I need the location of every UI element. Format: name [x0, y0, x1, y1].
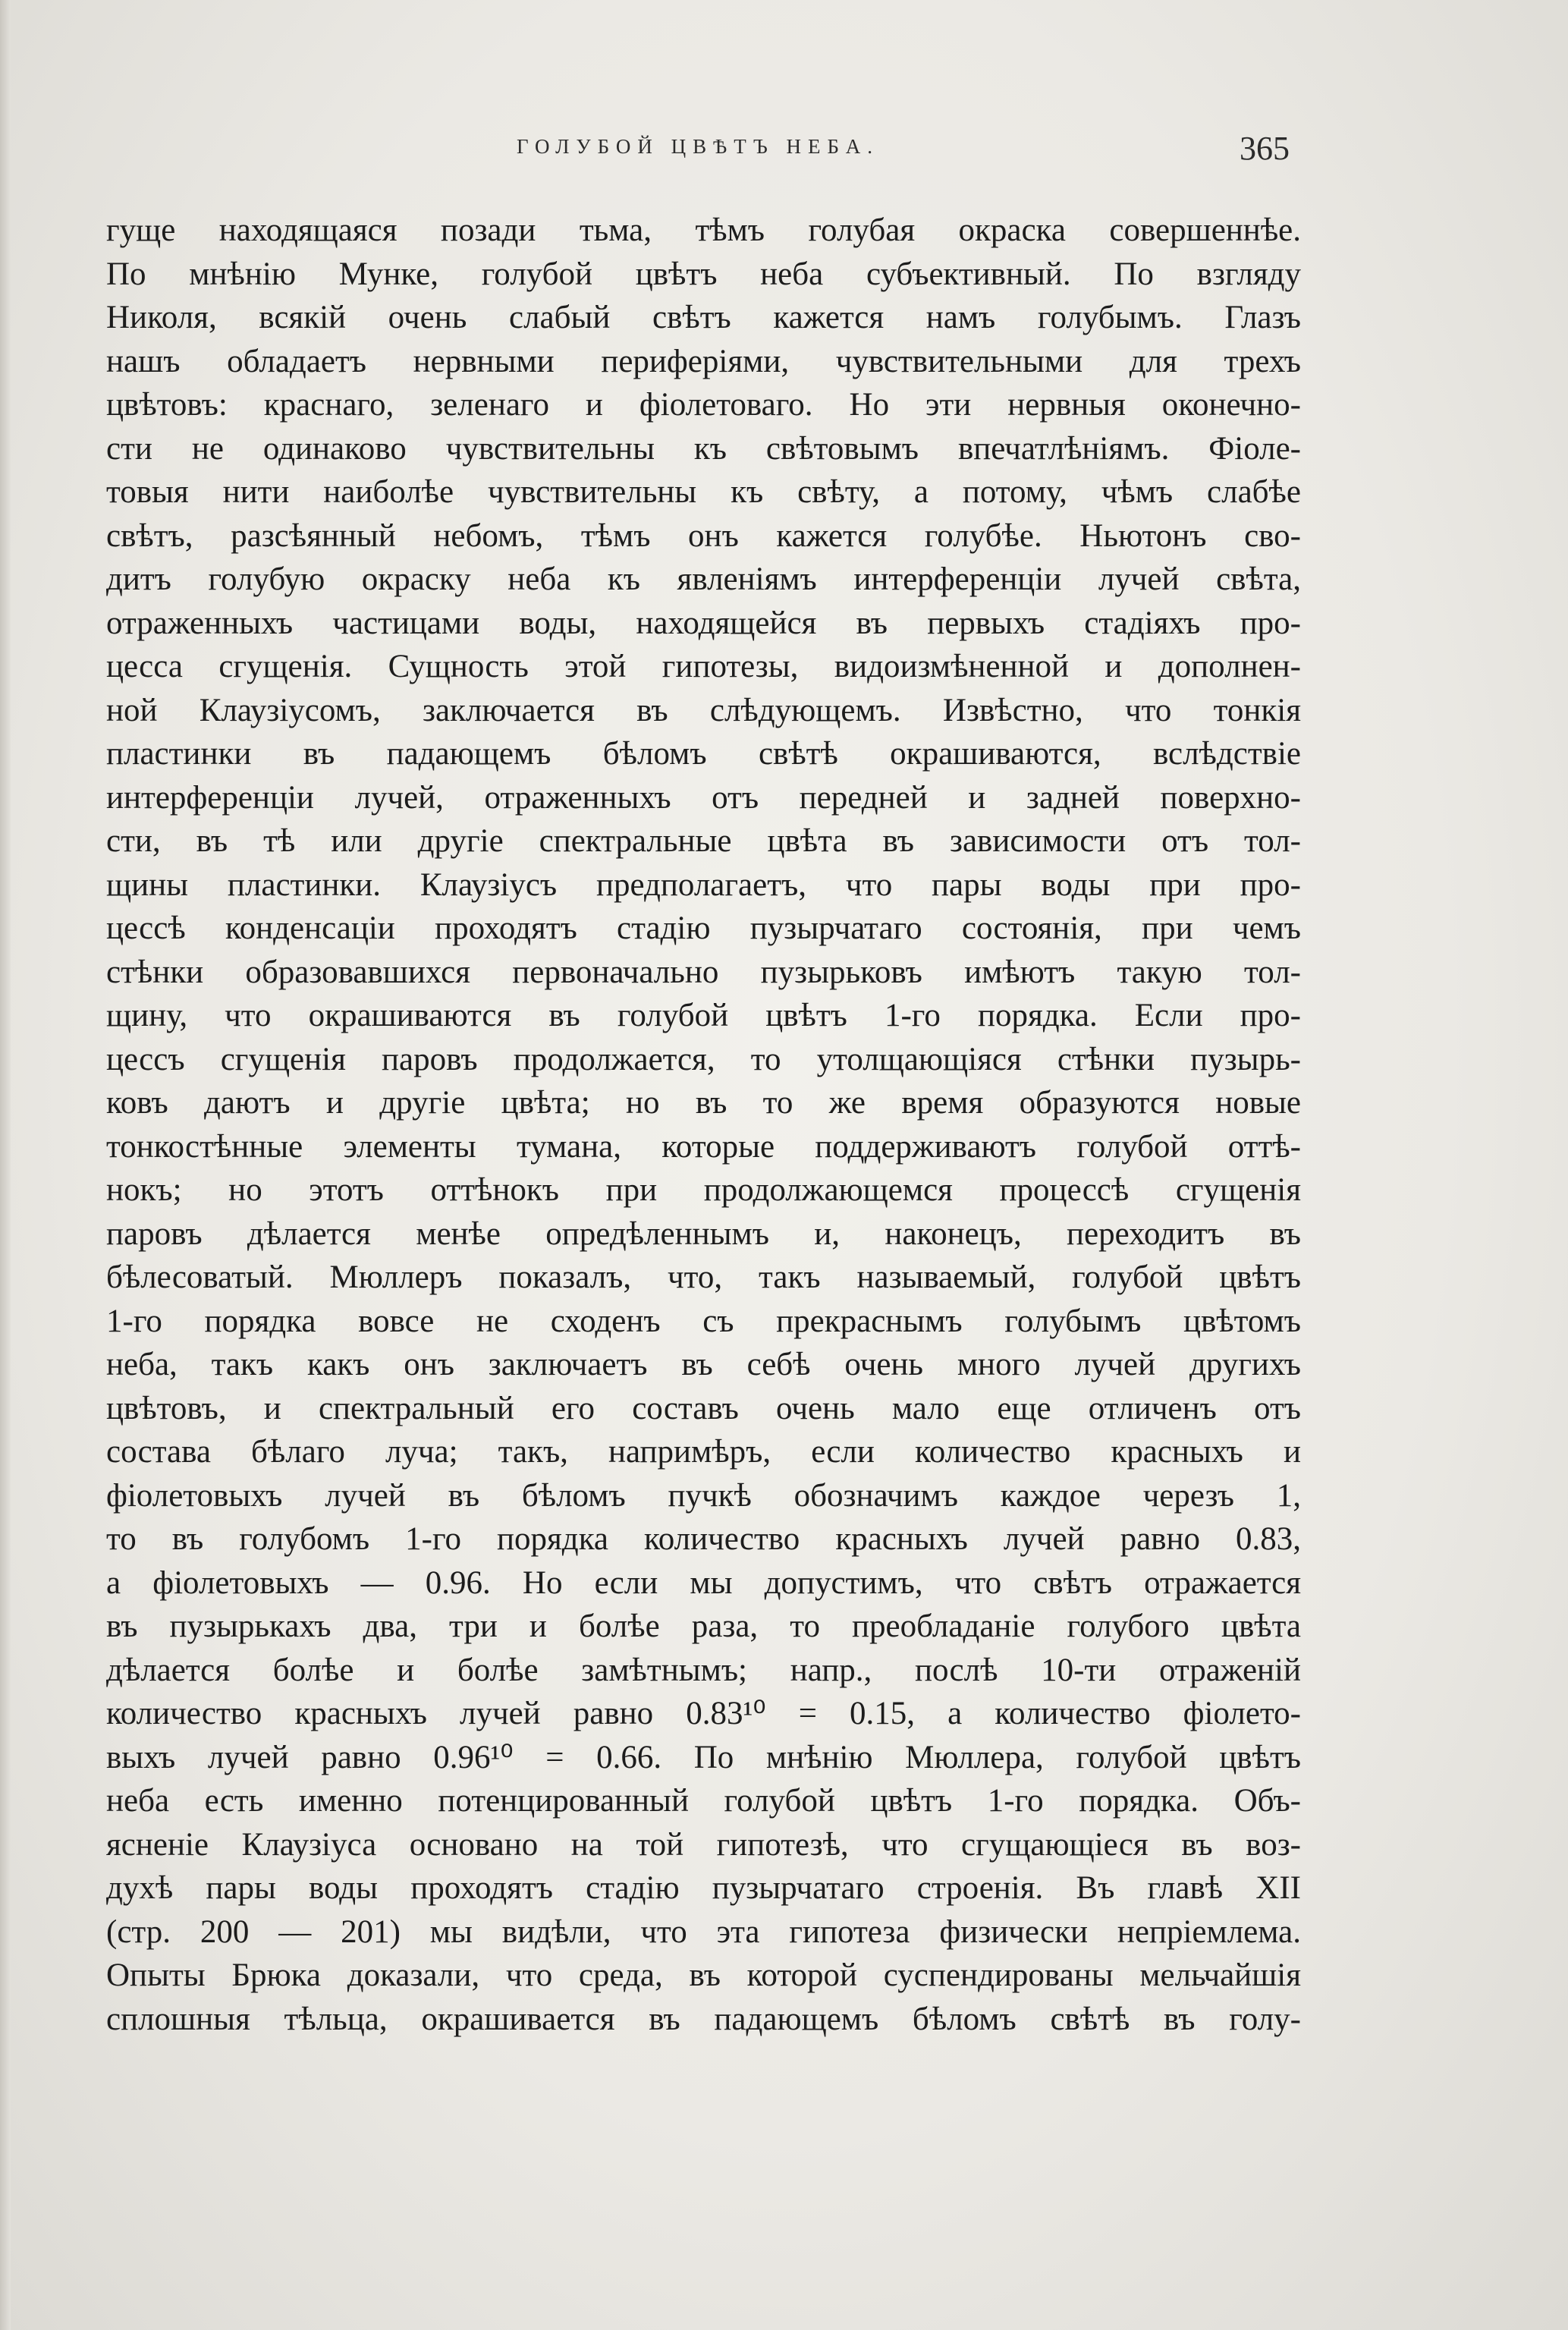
text-line: гуще находящаяся позади тьма, тѣмъ голубая окраска совершеннѣе.	[106, 212, 1301, 248]
text-line: цессъ сгущенія паровъ продолжается, то утолщающіяся стѣнки пузырь-	[106, 1041, 1301, 1077]
text-line: ковъ даютъ и другіе цвѣта; но въ то же время образуются новые	[106, 1085, 1301, 1121]
text-line: цесса сгущенія. Сущность этой гипотезы, видоизмѣненной и дополнен-	[106, 649, 1301, 684]
page-edge	[0, 0, 11, 2330]
text-line: нокъ; но этотъ оттѣнокъ при продолжающемся процессѣ сгущенія	[106, 1172, 1301, 1208]
text-line: въ пузырькахъ два, три и болѣе раза, то преобладаніе голубого цвѣта	[106, 1608, 1301, 1644]
text-line: фіолетовыхъ лучей въ бѣломъ пучкѣ обозначимъ каждое черезъ 1,	[106, 1477, 1301, 1514]
running-head: ГОЛУБОЙ ЦВѢТЪ НЕБА.	[517, 135, 879, 158]
text-line: Николя, всякій очень слабый свѣтъ кажется намъ голубымъ. Глазъ	[106, 300, 1301, 335]
text-line: паровъ дѣлается менѣе опредѣленнымъ и, наконецъ, переходитъ въ	[106, 1215, 1301, 1252]
text-line: Опыты Брюка доказали, что среда, въ которой суспендированы мельчайшія	[106, 1957, 1301, 1993]
text-line: товыя нити наиболѣе чувствительны къ свѣту, а потому, чѣмъ слабѣе	[106, 474, 1301, 510]
text-line: ной Клаузіусомъ, заключается въ слѣдующемъ. Извѣстно, что тонкія	[106, 692, 1301, 728]
text-line: количество красныхъ лучей равно 0.83¹⁰ = 0.15, а количество фіолето-	[106, 1696, 1301, 1731]
page-number: 365	[1240, 130, 1290, 167]
text-line: сти не одинаково чувствительны къ свѣтовымъ впечатлѣніямъ. Фіоле-	[106, 430, 1301, 467]
text-line: цессѣ конденсаціи проходятъ стадію пузырчатаго состоянія, при чемъ	[106, 910, 1301, 946]
text-line: отраженныхъ частицами воды, находящейся въ первыхъ стадіяхъ про-	[106, 605, 1301, 641]
text-line: неба есть именно потенцированный голубой цвѣтъ 1-го порядка. Объ-	[106, 1783, 1301, 1819]
text-line: По мнѣнію Мунке, голубой цвѣтъ неба субъективный. По взгляду	[106, 256, 1301, 292]
page-header	[106, 129, 1290, 175]
text-line: тонкостѣнные элементы тумана, которые поддерживаютъ голубой оттѣ-	[106, 1128, 1301, 1165]
text-line: интерференціи лучей, отраженныхъ отъ передней и задней поверхно-	[106, 779, 1301, 816]
text-line: ясненіе Клаузіуса основано на той гипотезѣ, что сгущающіеся въ воз-	[106, 1826, 1301, 1863]
text-line: свѣтъ, разсѣянный небомъ, тѣмъ онъ кажется голубѣе. Ньютонъ сво-	[106, 517, 1301, 554]
text-line: бѣлесоватый. Мюллеръ показалъ, что, такъ называемый, голубой цвѣтъ	[106, 1259, 1301, 1295]
text-line: 1-го порядка вовсе не сходенъ съ прекраснымъ голубымъ цвѣтомъ	[106, 1303, 1301, 1339]
text-line: цвѣтовъ, и спектральный его составъ очень мало еще отличенъ отъ	[106, 1390, 1301, 1426]
text-line: то въ голубомъ 1-го порядка количество красныхъ лучей равно 0.83,	[106, 1521, 1301, 1557]
text-line: сти, въ тѣ или другіе спектральные цвѣта въ зависимости отъ тол-	[106, 823, 1301, 859]
text-line: нашъ обладаетъ нервными периферіями, чувствительными для трехъ	[106, 343, 1301, 379]
text-line: щину, что окрашиваются въ голубой цвѣтъ 1-го порядка. Если про-	[106, 998, 1301, 1033]
text-line: щины пластинки. Клаузіусъ предполагаетъ, что пары воды при про-	[106, 866, 1301, 903]
body-text	[106, 209, 1301, 2041]
text-line: пластинки въ падающемъ бѣломъ свѣтѣ окрашиваются, вслѣдствіе	[106, 736, 1301, 772]
text-line: состава бѣлаго луча; такъ, напримѣръ, если количество красныхъ и	[106, 1434, 1301, 1470]
text-line: цвѣтовъ: краснаго, зеленаго и фіолетоваго. Но эти нервныя оконечно-	[106, 387, 1301, 423]
text-line: дитъ голубую окраску неба къ явленіямъ интерференціи лучей свѣта,	[106, 561, 1301, 597]
text-line: выхъ лучей равно 0.96¹⁰ = 0.66. По мнѣнію Мюллера, голубой цвѣтъ	[106, 1739, 1301, 1775]
text-line: духѣ пары воды проходятъ стадію пузырчатаго строенія. Въ главѣ XII	[106, 1870, 1301, 1906]
text-line: стѣнки образовавшихся первоначально пузырьковъ имѣютъ такую тол-	[106, 954, 1301, 990]
text-line: сплошныя тѣльца, окрашивается въ падающемъ бѣломъ свѣтѣ въ голу-	[106, 2001, 1301, 2037]
text-line: (стр. 200 — 201) мы видѣли, что эта гипотеза физически непріемлема.	[106, 1913, 1301, 1950]
text-line: неба, такъ какъ онъ заключаетъ въ себѣ очень много лучей другихъ	[106, 1347, 1301, 1382]
text-line: дѣлается болѣе и болѣе замѣтнымъ; напр., послѣ 10-ти отраженій	[106, 1652, 1301, 1688]
text-line: а фіолетовыхъ — 0.96. Но если мы допустимъ, что свѣтъ отражается	[106, 1564, 1301, 1601]
